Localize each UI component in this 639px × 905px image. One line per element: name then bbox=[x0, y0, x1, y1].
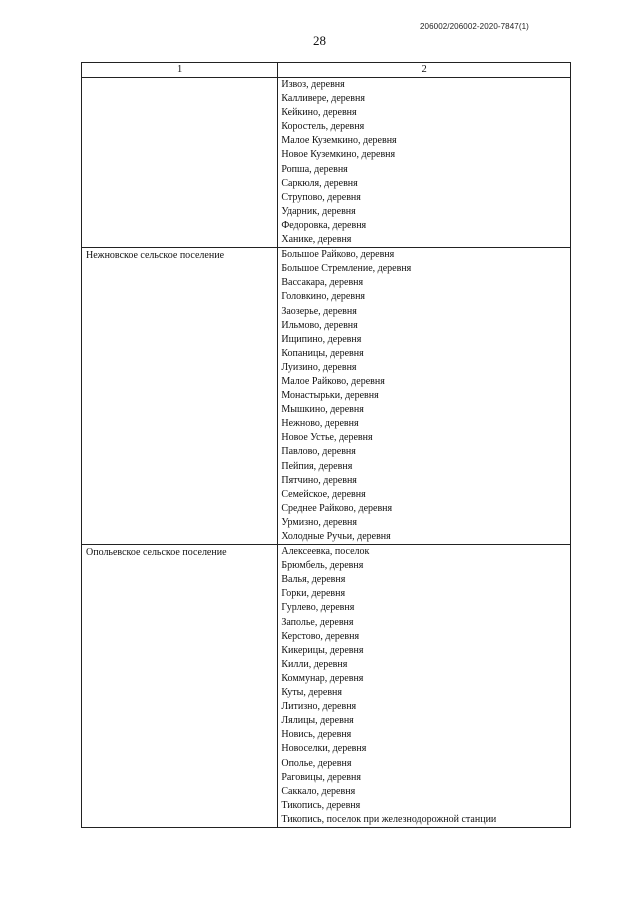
list-item: Павлово, деревня bbox=[281, 446, 356, 458]
list-item: Малое Куземкино, деревня bbox=[281, 135, 397, 147]
table-row bbox=[82, 78, 571, 248]
list-item: Большое Райково, деревня bbox=[281, 249, 395, 261]
list-item: Урмизно, деревня bbox=[281, 516, 358, 528]
list-item: Заполье, деревня bbox=[281, 616, 354, 628]
list-item: Калливере, деревня bbox=[281, 93, 365, 105]
list-item: Тикопись, деревня bbox=[281, 799, 361, 811]
column-header-2: 2 bbox=[278, 63, 571, 78]
list-item: Новое Устье, деревня bbox=[281, 432, 373, 444]
list-item: Брюмбель, деревня bbox=[281, 560, 364, 572]
list-item: Горки, деревня bbox=[281, 588, 346, 600]
list-item: Литизно, деревня bbox=[281, 701, 357, 713]
list-item: Гурлево, деревня bbox=[281, 602, 355, 614]
page-number: 28 bbox=[313, 33, 326, 48]
list-item: Копаницы, деревня bbox=[281, 347, 364, 359]
list-item: Среднее Райково, деревня bbox=[281, 502, 393, 514]
list-item: Коммунар, деревня bbox=[281, 672, 364, 684]
list-item: Малое Райково, деревня bbox=[281, 375, 385, 387]
table-header-row bbox=[82, 63, 571, 78]
list-item: Раговицы, деревня bbox=[281, 771, 361, 783]
list-item: Кикерицы, деревня bbox=[281, 644, 364, 656]
list-item: Коростель, деревня bbox=[281, 121, 365, 133]
settlement-cell bbox=[82, 78, 278, 248]
list-item: Ударник, деревня bbox=[281, 205, 356, 217]
list-item: Пятчино, деревня bbox=[281, 474, 357, 486]
localities-cell bbox=[278, 545, 571, 828]
list-item: Холодные Ручьи, деревня bbox=[281, 531, 391, 542]
localities-cell bbox=[278, 78, 571, 248]
list-item: Извоз, деревня bbox=[281, 79, 345, 90]
column-header-1: 1 bbox=[82, 63, 278, 78]
table-row bbox=[82, 545, 571, 828]
document-id: 206002/206002-2020-7847(1) bbox=[420, 22, 529, 31]
list-item: Новись, деревня bbox=[281, 729, 352, 741]
list-item: Заозерье, деревня bbox=[281, 305, 357, 317]
list-item: Кейкино, деревня bbox=[281, 107, 357, 119]
list-item: Семейское, деревня bbox=[281, 488, 366, 500]
list-item: Ханике, деревня bbox=[281, 234, 352, 246]
list-item: Нежново, деревня bbox=[281, 418, 359, 430]
list-item: Струпово, деревня bbox=[281, 191, 361, 203]
table-body bbox=[82, 78, 571, 828]
settlement-name: Опольевское сельское поселение bbox=[86, 547, 227, 559]
list-item: Ильмово, деревня bbox=[281, 319, 358, 331]
list-item: Монастырьки, деревня bbox=[281, 390, 379, 402]
list-item: Новоселки, деревня bbox=[281, 743, 367, 755]
list-item: Лялицы, деревня bbox=[281, 715, 354, 727]
list-item: Вассакара, деревня bbox=[281, 277, 364, 289]
list-item: Новое Куземкино, деревня bbox=[281, 149, 396, 161]
list-item: Федоровка, деревня bbox=[281, 219, 367, 231]
settlements-table bbox=[81, 62, 571, 828]
list-item: Тикопись, поселок при железнодорожной станции bbox=[281, 813, 497, 825]
list-item: Ополье, деревня bbox=[281, 757, 352, 769]
settlement-name: Нежновское сельское поселение bbox=[86, 250, 225, 262]
settlement-cell bbox=[82, 545, 278, 828]
list-item: Пейпия, деревня bbox=[281, 460, 353, 472]
list-item: Алексеевка, поселок bbox=[281, 546, 370, 558]
list-item: Мышкино, деревня bbox=[281, 404, 364, 416]
list-item: Ропша, деревня bbox=[281, 163, 348, 175]
list-item: Керстово, деревня bbox=[281, 630, 360, 642]
list-item: Головкино, деревня bbox=[281, 291, 366, 303]
table-row bbox=[82, 248, 571, 545]
settlement-name bbox=[82, 78, 277, 79]
settlement-cell bbox=[82, 248, 278, 545]
localities-cell bbox=[278, 248, 571, 545]
list-item: Валья, деревня bbox=[281, 574, 346, 586]
list-item: Куты, деревня bbox=[281, 687, 342, 699]
list-item: Килли, деревня bbox=[281, 658, 348, 670]
list-item: Саркюля, деревня bbox=[281, 177, 358, 189]
list-item: Саккало, деревня bbox=[281, 785, 356, 797]
list-item: Луизино, деревня bbox=[281, 361, 357, 373]
list-item: Ищипино, деревня bbox=[281, 333, 362, 345]
list-item: Большое Стремление, деревня bbox=[281, 263, 412, 275]
